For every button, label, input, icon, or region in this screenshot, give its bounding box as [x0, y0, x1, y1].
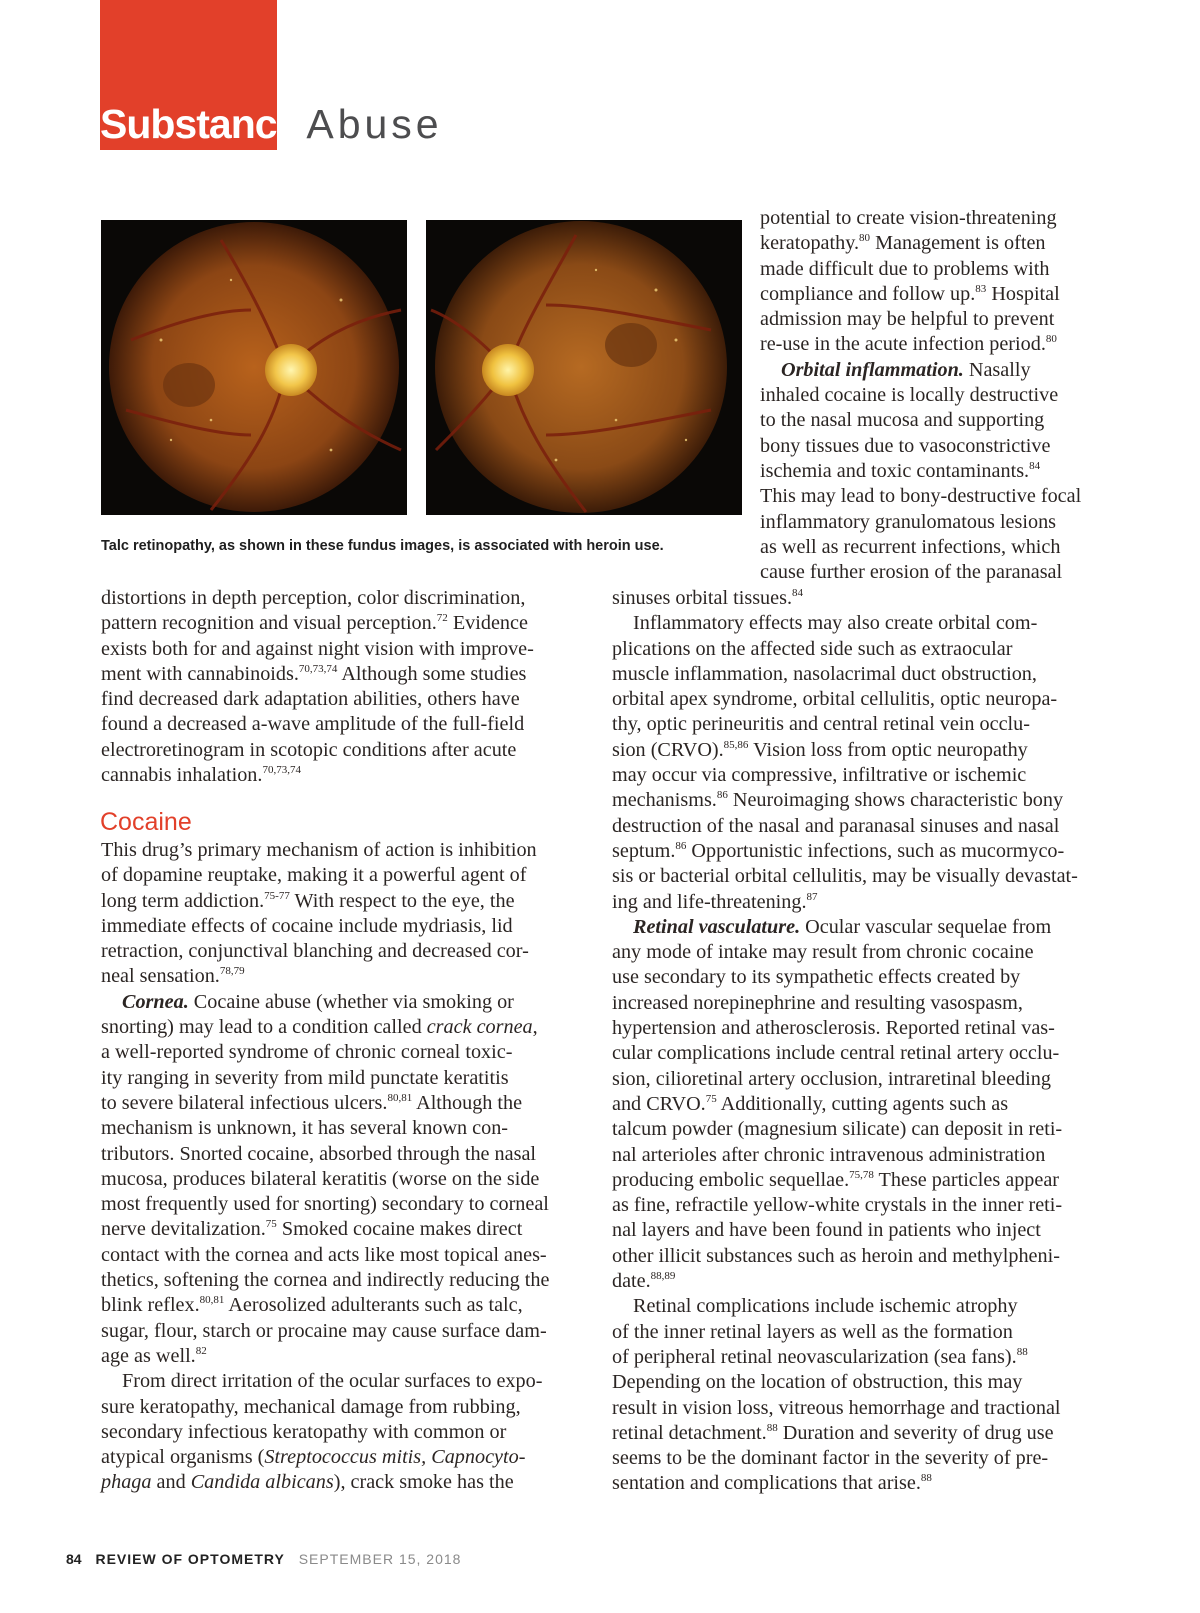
- run-in-heading: Retinal vasculature.: [633, 915, 801, 938]
- italic-text: phaga: [101, 1471, 152, 1494]
- text-line: find decreased dark adaptation abilities, others have: [101, 688, 520, 711]
- section-title-word-2: Abuse: [306, 101, 443, 147]
- text-line: nerve devitalization.$^{75}$ Smoked cocaine makes direct: [101, 1218, 523, 1241]
- text-line: a well-reported syndrome of chronic corneal toxic-: [101, 1041, 513, 1064]
- text-line: made difficult due to problems with: [760, 257, 1050, 280]
- text-line: as fine, refractile yellow-white crystals in the inner reti-: [612, 1194, 1063, 1217]
- run-in-heading: Orbital inflammation.: [781, 358, 964, 381]
- text-line: cause further erosion of the paranasal: [760, 561, 1063, 584]
- text-line: to severe bilateral infectious ulcers.$^{80,81}$ Although the: [101, 1091, 523, 1114]
- fundus-image-right: [426, 220, 742, 515]
- text-line: exists both for and against night vision with improve-: [101, 637, 534, 660]
- text-line: retinal detachment.$^{88}$ Duration and severity of drug use: [612, 1421, 1054, 1444]
- text-line: orbital apex syndrome, orbital cellulitis, optic neuropa-: [612, 688, 1058, 711]
- text-line: sinuses orbital tissues.$^{84}$: [612, 587, 804, 609]
- magazine-name: REVIEW OF OPTOMETRY: [95, 1551, 285, 1567]
- italic-text: crack cornea: [426, 1016, 533, 1039]
- text-line: ment with cannabinoids.$^{70,73,74}$ Although some studies: [101, 662, 527, 685]
- right-column-main: [612, 586, 1078, 1497]
- text-line: sugar, flour, starch or procaine may cause surface dam-: [101, 1319, 547, 1342]
- text-line: producing embolic sequellae.$^{75,78}$ These particles appear: [612, 1168, 1060, 1191]
- text-line: Retinal complications include ischemic atrophy: [633, 1295, 1018, 1318]
- text-line: admission may be helpful to prevent: [760, 308, 1055, 331]
- section-title: [100, 98, 443, 150]
- citation: 70,73,74: [298, 662, 338, 675]
- citation: 75: [705, 1092, 717, 1105]
- text-line: hypertension and atherosclerosis. Reported retinal vas-: [612, 1017, 1055, 1040]
- citation: 88: [920, 1472, 932, 1485]
- text-line: and CRVO.$^{75}$ Additionally, cutting agents such as: [612, 1092, 1009, 1115]
- citation: 88,89: [650, 1270, 676, 1283]
- citation: 80: [1045, 333, 1057, 346]
- citation: 84: [792, 587, 804, 599]
- citation: 75: [265, 1218, 277, 1231]
- text-line: ity ranging in severity from mild punctate keratitis: [101, 1066, 509, 1089]
- text-line: sentation and complications that arise.$^{88}$: [612, 1472, 932, 1495]
- text-line: blink reflex.$^{80,81}$ Aerosolized adulterants such as talc,: [101, 1294, 523, 1317]
- citation: 78,79: [219, 965, 245, 978]
- text-line: re-use in the acute infection period.$^{80}$: [760, 333, 1057, 356]
- text-line: sure keratopathy, mechanical damage from rubbing,: [101, 1395, 521, 1418]
- text-line: to the nasal mucosa and supporting: [760, 409, 1045, 432]
- left-column-top: [101, 586, 534, 788]
- section-title-word-1: Substance: [100, 101, 299, 147]
- text-line: seems to be the dominant factor in the severity of pre-: [612, 1447, 1049, 1470]
- text-line: nal layers and have been found in patients who inject: [612, 1219, 1041, 1242]
- text-line: Orbital inflammation. Nasally: [781, 358, 1031, 381]
- text-line: keratopathy.$^{80}$ Management is often: [760, 232, 1046, 255]
- text-line: result in vision loss, vitreous hemorrhage and tractional: [612, 1396, 1061, 1419]
- text-line: plications on the affected side such as extraocular: [612, 637, 1013, 660]
- text-line: mechanism is unknown, it has several known con-: [101, 1117, 509, 1140]
- text-line: Cornea. Cocaine abuse (whether via smoking or: [122, 990, 514, 1013]
- text-line: mucosa, produces bilateral keratitis (worse on the side: [101, 1167, 540, 1190]
- text-line: This drug’s primary mechanism of action is inhibition: [101, 839, 537, 861]
- run-in-heading: Cornea.: [122, 990, 189, 1013]
- text-line: inflammatory granulomatous lesions: [760, 510, 1057, 533]
- text-line: found a decreased a-wave amplitude of the full-field: [101, 713, 525, 736]
- text-line: muscle inflammation, nasolacrimal duct obstruction,: [612, 662, 1037, 685]
- citation: 80,81: [387, 1091, 413, 1104]
- text-line: of peripheral retinal neovascularization (sea fans).$^{88}$: [612, 1345, 1028, 1368]
- issue-date: SEPTEMBER 15, 2018: [298, 1551, 462, 1567]
- text-line: long term addiction.$^{75-77}$ With respect to the eye, the: [101, 889, 515, 912]
- text-line: atypical organisms (Streptococcus mitis, Capnocyto-: [101, 1446, 526, 1469]
- left-column-cocaine: [101, 838, 549, 1496]
- text-line: secondary infectious keratopathy with common or: [101, 1420, 507, 1443]
- citation: 85,86: [723, 738, 749, 751]
- citation: 80,81: [199, 1294, 225, 1307]
- text-line: date.$^{88,89}$: [612, 1270, 676, 1293]
- text-line: sion (CRVO).$^{85,86}$ Vision loss from optic neuropathy: [612, 738, 1028, 761]
- text-line: tributors. Snorted cocaine, absorbed through the nasal: [101, 1142, 537, 1165]
- citation: 82: [195, 1344, 207, 1357]
- text-line: as well as recurrent infections, which: [760, 535, 1061, 558]
- citation: 72: [436, 612, 448, 625]
- text-line: septum.$^{86}$ Opportunistic infections, such as mucormyco-: [612, 839, 1065, 862]
- text-line: cannabis inhalation.$^{70,73,74}$: [101, 764, 301, 787]
- cocaine-heading: Cocaine: [100, 808, 192, 836]
- text-line: snorting) may lead to a condition called crack cornea,: [101, 1016, 538, 1039]
- text-line: destruction of the nasal and paranasal sinuses and nasal: [612, 814, 1060, 837]
- text-line: neal sensation.$^{78,79}$: [101, 965, 245, 988]
- citation: 83: [975, 282, 987, 295]
- text-line: electroretinogram in scotopic conditions after acute: [101, 738, 517, 761]
- citation: 70,73,74: [262, 764, 301, 777]
- text-line: Depending on the location of obstruction, this may: [612, 1371, 1023, 1394]
- text-line: contact with the cornea and acts like most topical anes-: [101, 1243, 547, 1266]
- text-line: increased norepinephrine and resulting vasospasm,: [612, 991, 1023, 1014]
- text-line: cular complications include central retinal artery occlu-: [612, 1042, 1060, 1065]
- text-line: any mode of intake may result from chronic cocaine: [612, 941, 1034, 964]
- citation: 88: [766, 1421, 778, 1434]
- text-line: retraction, conjunctival blanching and decreased cor-: [101, 940, 529, 963]
- citation: 86: [675, 839, 687, 852]
- text-line: This may lead to bony-destructive focal: [760, 485, 1082, 508]
- text-line: may occur via compressive, infiltrative or ischemic: [612, 764, 1027, 787]
- italic-text: Streptococcus mitis, Capnocyto-: [264, 1446, 526, 1469]
- citation: 75-77: [264, 889, 290, 902]
- text-line: inhaled cocaine is locally destructive: [760, 384, 1059, 407]
- text-line: talcum powder (magnesium silicate) can deposit in reti-: [612, 1118, 1063, 1141]
- text-line: distortions in depth perception, color discrimination,: [101, 587, 526, 609]
- text-line: Retinal vasculature. Ocular vascular sequelae from: [633, 915, 1052, 938]
- text-line: nal arterioles after chronic intravenous administration: [612, 1143, 1046, 1166]
- text-line: of dopamine reuptake, making it a powerful agent of: [101, 864, 527, 887]
- citation: 87: [806, 890, 818, 903]
- citation: 88: [1016, 1345, 1028, 1358]
- citation: 86: [716, 789, 728, 802]
- figure-caption: Talc retinopathy, as shown in these fundus images, is associated with heroin use.: [101, 538, 664, 554]
- right-column-top: [760, 206, 1081, 585]
- citation: 75,78: [849, 1168, 874, 1181]
- text-line: sion, cilioretinal artery occlusion, intraretinal bleeding: [612, 1067, 1051, 1090]
- citation: 80: [859, 232, 871, 245]
- page-number: 84: [66, 1551, 82, 1567]
- text-line: pattern recognition and visual perception.$^{72}$ Evidence: [101, 612, 528, 635]
- text-line: immediate effects of cocaine include mydriasis, lid: [101, 914, 513, 937]
- text-line: compliance and follow up.$^{83}$ Hospital: [760, 282, 1060, 305]
- citation: 84: [1029, 459, 1041, 472]
- text-line: Inflammatory effects may also create orbital com-: [633, 612, 1038, 635]
- fundus-image-left: [101, 220, 407, 515]
- text-line: of the inner retinal layers as well as the formation: [612, 1320, 1013, 1343]
- text-line: phaga and Candida albicans), crack smoke has the: [101, 1471, 514, 1494]
- text-line: potential to create vision-threatening: [760, 207, 1057, 229]
- text-line: From direct irritation of the ocular surfaces to expo-: [122, 1370, 543, 1393]
- text-line: sis or bacterial orbital cellulitis, may be visually devastat-: [612, 865, 1078, 888]
- text-line: ing and life-threatening.$^{87}$: [612, 890, 818, 913]
- text-line: thetics, softening the cornea and indirectly reducing the: [101, 1269, 550, 1292]
- text-line: mechanisms.$^{86}$ Neuroimaging shows characteristic bony: [612, 789, 1064, 812]
- text-line: ischemia and toxic contaminants.$^{84}$: [760, 459, 1041, 482]
- italic-text: Candida albicans: [190, 1471, 334, 1494]
- text-line: other illicit substances such as heroin and methylpheni-: [612, 1244, 1060, 1267]
- text-line: bony tissues due to vasoconstrictive: [760, 434, 1051, 457]
- text-line: use secondary to its sympathetic effects created by: [612, 966, 1021, 989]
- text-line: thy, optic perineuritis and central retinal vein occlu-: [612, 713, 1030, 736]
- text-line: age as well.$^{82}$: [101, 1344, 207, 1367]
- text-line: most frequently used for snorting) secondary to corneal: [101, 1193, 549, 1216]
- page-footer: [66, 1551, 461, 1567]
